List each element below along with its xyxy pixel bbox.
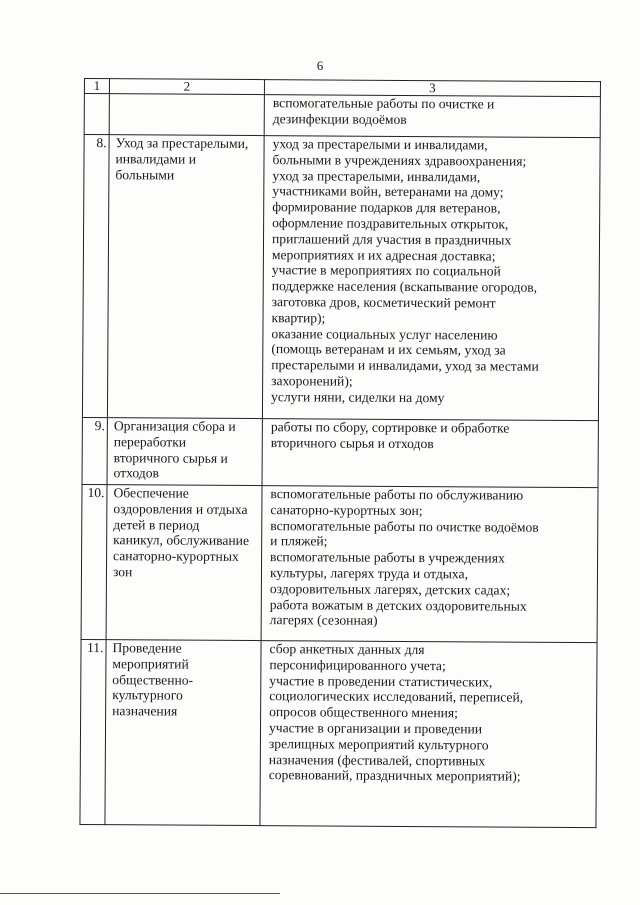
name-line: оздоровления и отдыха [113,500,248,517]
work-line: вспомогательные работы в учреждениях [270,549,505,566]
work-line: сбор анкетных данных для [269,641,425,658]
name-line: больными [115,166,175,183]
activity-name [106,485,262,641]
work-line: работа вожатым в детских оздоровительных [269,596,527,614]
page-number: 6 [316,58,324,73]
work-line: участие в мероприятиях по социальной [271,262,501,279]
name-line: мероприятий [112,655,189,672]
work-line: уход за престарелыми и инвалидами, [272,136,488,153]
name-line: Организация сбора и [113,418,236,434]
row-number: 9. [82,417,107,484]
activity-name [107,418,262,486]
work-line: заготовка дров, косметический ремонт [271,294,496,311]
work-line: назначения (фестивалей, спортивных [268,751,486,769]
name-line: зон [112,564,133,580]
work-line: вторичного сырья и отходов [270,434,434,451]
activity-name [109,94,264,136]
activity-name [105,640,261,826]
work-types [261,486,598,643]
work-line: мероприятиях и их адресная доставка; [271,246,496,264]
row-number: 8. [82,135,109,418]
work-line: культуры, лагерях труда и отдыха, [269,565,469,582]
work-line: вспомогательные работы по очистке водоёмов [270,517,539,535]
table-row [80,639,597,827]
table-row [81,484,598,642]
work-types [262,419,598,488]
work-line: оказание социальных услуг населению [271,325,498,343]
activity-name [107,135,264,419]
name-line: Проведение [112,640,182,656]
work-line: поддержке населения (вскапывание огородов, [271,278,538,295]
work-line: соревнований, праздничных мероприятий); [268,767,521,785]
header-col-3: 3 [264,80,600,97]
name-line: переработки [113,433,187,450]
row-number: 10. [81,484,107,639]
work-line: вспомогательные работы по очистке и [272,95,495,112]
work-line: санаторно-курортных зон; [270,501,423,518]
work-types [260,641,597,828]
name-line: Обеспечение [113,485,189,501]
name-line: вторичного сырья и [113,449,228,466]
work-line: участие в проведении статистических, [269,672,493,690]
name-line: каникул, обслуживание [113,532,250,549]
name-line: инвалидами и [115,150,197,167]
row-number [84,94,109,135]
table-row [84,94,600,138]
work-line: участие в организации и проведении [268,720,483,737]
work-line: приглашений для участия в праздничных [271,230,512,248]
work-line: опросов общественного мнения; [269,704,459,721]
name-line: отходов [113,465,160,481]
work-line: дезинфекции водоёмов [272,110,407,127]
work-line: и пляжей; [270,533,328,549]
work-line: лагерях (сезонная) [269,612,378,629]
table-row [82,135,600,421]
work-line: захоронений); [271,373,353,389]
works-table [79,78,601,828]
name-line: детей в период [113,516,200,533]
name-line: Уход за престарелыми, [115,135,249,152]
name-line: санаторно-курортных [113,548,239,565]
work-line: зрелищных мероприятий культурного [268,735,489,753]
work-line: квартир); [271,309,326,326]
work-line: оздоровительных лагерях, детских садах; [269,580,511,598]
work-line: больными в учреждениях здравоохранения; [272,151,527,169]
work-line: престарелыми и инвалидами, уход за местами [271,357,539,374]
work-line: работы по сбору, сортировке и обработке [270,419,510,436]
name-line: культурного [112,687,183,704]
works-table-container [79,78,600,828]
work-line: персонифицированного учета; [269,656,446,674]
name-line: общественно- [112,671,194,688]
work-line: оформление поздравительных открыток, [272,215,509,232]
work-types [264,95,600,138]
name-line: назначения [112,703,178,719]
work-line: уход за престарелыми, инвалидами, [272,167,481,185]
work-line: социологических исследований, переписей, [269,688,524,706]
work-line: вспомогательные работы по обслуживанию [270,486,524,503]
footer-rule [0,893,280,894]
work-line: участниками войн, ветеранами на дому; [272,183,504,200]
row-number: 11. [80,639,106,824]
work-line: формирование подарков для ветеранов, [272,199,501,216]
work-line: услуги няни, сиделки на дому [271,388,445,405]
header-col-2: 2 [109,79,264,95]
table-row [82,417,598,487]
header-col-1: 1 [84,79,109,94]
work-types [262,136,600,421]
work-line: (помощь ветеранам и их семьям, уход за [271,341,506,358]
